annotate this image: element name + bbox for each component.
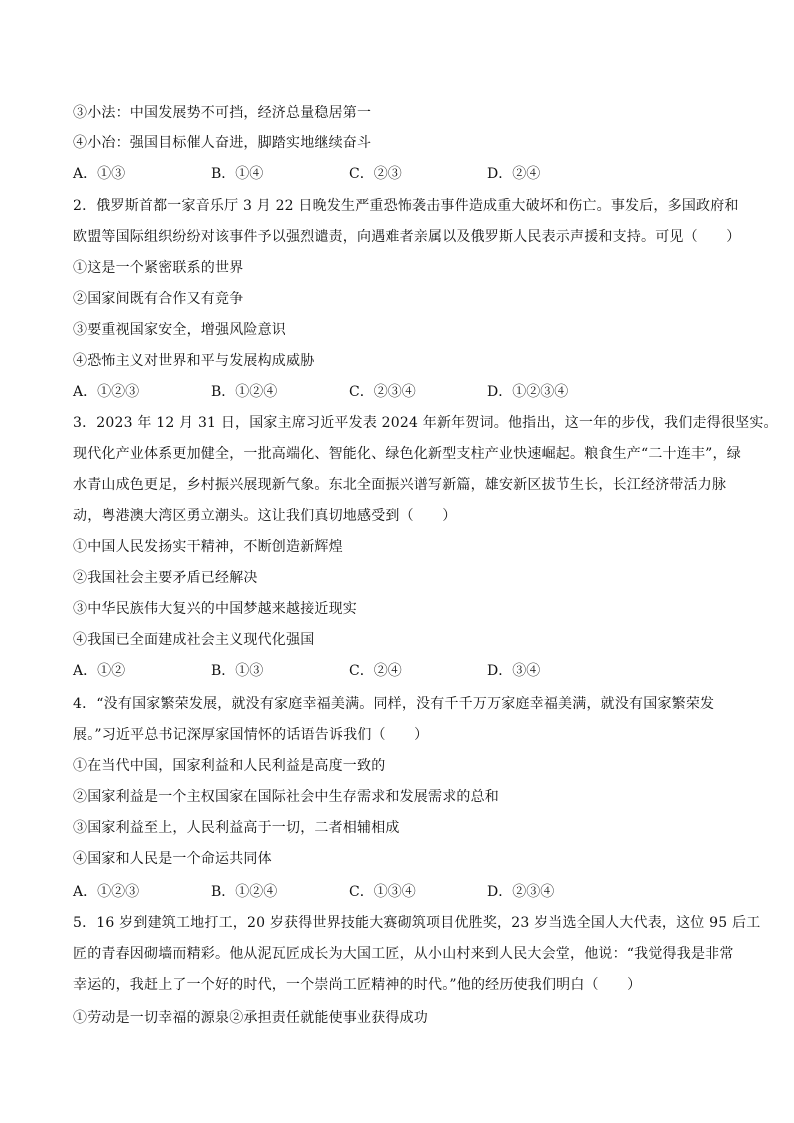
q1-option-a[interactable]: A．①③ <box>73 166 126 182</box>
q4-stem-line-1: 4．“没有国家繁荣发展，就没有家庭幸福美满。同样，没有千千万万家庭幸福美满，就没有国家繁荣发 <box>73 696 715 712</box>
q1-item-4: ④小冶：强国目标催人奋进，脚踏实地继续奋斗 <box>73 135 372 151</box>
q2-item-4: ④恐怖主义对世界和平与发展构成威胁 <box>73 353 315 369</box>
q1-options <box>73 164 733 184</box>
q3-item-4: ④我国已全面建成社会主义现代化强国 <box>73 632 315 648</box>
q4-options <box>73 882 733 902</box>
q3-option-d[interactable]: D．③④ <box>487 663 541 679</box>
q5-stem-line-3: 幸运的，我赶上了一个好的时代，一个崇尚工匠精神的时代。”他的经历使我们明白（ ） <box>73 977 642 993</box>
q1-option-d[interactable]: D．②④ <box>487 166 541 182</box>
q2-stem-line-1: 2．俄罗斯首都一家音乐厅 3 月 22 日晚发生严重恐怖袭击事件造成重大破坏和伤亡。事发后，多国政府和 <box>73 198 739 214</box>
q1-option-b[interactable]: B．①④ <box>211 166 264 182</box>
q3-option-c[interactable]: C．②④ <box>349 663 402 679</box>
q3-options <box>73 661 733 681</box>
q4-item-1: ①在当代中国，国家利益和人民利益是高度一致的 <box>73 758 386 774</box>
q4-option-a[interactable]: A．①②③ <box>73 884 140 900</box>
q2-stem-line-2: 欧盟等国际组织纷纷对该事件予以强烈谴责，向遇难者亲属以及俄罗斯人民表示声援和支持。可见（ ） <box>73 229 741 245</box>
q4-option-b[interactable]: B．①②④ <box>211 884 278 900</box>
q4-item-4: ④国家和人民是一个命运共同体 <box>73 851 272 867</box>
q5-stem-line-2: 匠的青春因砌墙而精彩。他从泥瓦匠成长为大国工匠，从小山村来到人民大会堂，他说：“我觉得我是非常 <box>73 946 734 962</box>
q3-stem-line-3: 水青山成色更足，乡村振兴展现新气象。东北全面振兴谱写新篇，雄安新区拔节生长，长江经济带活力脉 <box>73 477 727 493</box>
q3-stem-line-4: 动，粤港澳大湾区勇立潮头。这让我们真切地感受到（ ） <box>73 508 457 524</box>
q2-option-a[interactable]: A．①②③ <box>73 384 140 400</box>
q3-stem-line-2: 现代化产业体系更加健全，一批高端化、智能化、绿色化新型支柱产业快速崛起。粮食生产“二十连丰”，绿 <box>73 446 741 462</box>
q2-options <box>73 382 733 402</box>
q5-item-1-2: ①劳动是一切幸福的源泉②承担责任就能使事业获得成功 <box>73 1010 428 1026</box>
q2-item-3: ③要重视国家安全，增强风险意识 <box>73 322 286 338</box>
q2-option-c[interactable]: C．②③④ <box>349 384 416 400</box>
q4-option-d[interactable]: D．②③④ <box>487 884 555 900</box>
q2-item-1: ①这是一个紧密联系的世界 <box>73 260 244 276</box>
q2-item-2: ②国家间既有合作又有竞争 <box>73 291 244 307</box>
q3-item-3: ③中华民族伟大复兴的中国梦越来越接近现实 <box>73 601 357 617</box>
q3-option-a[interactable]: A．①② <box>73 663 126 679</box>
q3-stem-line-1: 3．2023 年 12 月 31 日，国家主席习近平发表 2024 年新年贺词。他指出，这一年的步伐，我们走得很坚实。 <box>73 415 778 431</box>
q4-item-2: ②国家利益是一个主权国家在国际社会中生存需求和发展需求的总和 <box>73 789 499 805</box>
q4-option-c[interactable]: C．①③④ <box>349 884 416 900</box>
q4-item-3: ③国家利益至上，人民利益高于一切，二者相辅相成 <box>73 820 400 836</box>
q2-option-d[interactable]: D．①②③④ <box>487 384 569 400</box>
q3-item-1: ①中国人民发扬实干精神，不断创造新辉煌 <box>73 539 343 555</box>
q1-option-c[interactable]: C．②③ <box>349 166 402 182</box>
q4-stem-line-2: 展。”习近平总书记深厚家国情怀的话语告诉我们（ ） <box>73 727 429 743</box>
q3-option-b[interactable]: B．①③ <box>211 663 264 679</box>
q3-item-2: ②我国社会主要矛盾已经解决 <box>73 570 258 586</box>
q1-item-3: ③小法：中国发展势不可挡，经济总量稳居第一 <box>73 105 372 121</box>
q2-option-b[interactable]: B．①②④ <box>211 384 278 400</box>
q5-stem-line-1: 5．16 岁到建筑工地打工，20 岁获得世界技能大赛砌筑项目优胜奖，23 岁当选全国人大代表，这位 95 后工 <box>73 915 761 931</box>
